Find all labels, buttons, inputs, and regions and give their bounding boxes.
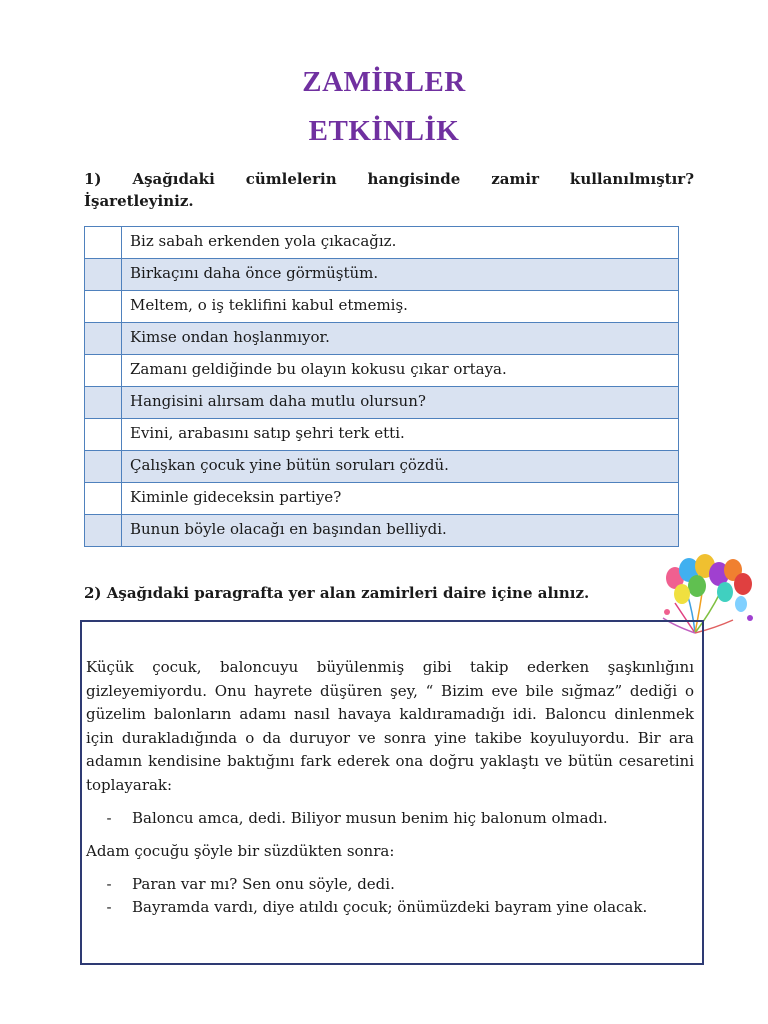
table-row [85, 483, 679, 515]
sentence-cell: Hangisini alırsam daha mutlu olursun? [122, 387, 679, 419]
table-row [85, 291, 679, 323]
sentence-cell: Kimse ondan hoşlanmıyor. [122, 323, 679, 355]
question-1-line-2: İşaretleyiniz. [84, 192, 194, 210]
page-title: ZAMİRLER [302, 66, 466, 98]
dialog-text: Baloncu amca, dedi. Biliyor musun benim hiç balonum olmadı. [132, 809, 608, 827]
table-row [85, 387, 679, 419]
dialog-line-3 [86, 896, 694, 919]
sentence-cell: Biz sabah erkenden yola çıkacağız. [122, 227, 679, 259]
sentence-cell: Zamanı geldiğinde bu olayın kokusu çıkar ortaya. [122, 355, 679, 387]
passage-box [80, 620, 704, 965]
checkbox-cell[interactable] [85, 419, 122, 451]
dialog-text: Paran var mı? Sen onu söyle, dedi. [132, 875, 395, 893]
table-row [85, 515, 679, 547]
passage-paragraph: Küçük çocuk, baloncuyu büyülenmiş gibi takip ederken şaşkınlığını gizleyemiyordu. Onu hayrete düşüren şey, “ Bizim eve bile sığmaz” dediği o güzelim balonların adamı nasıl havaya kaldıramadığı idi. Baloncu dinlenmek için durakladığında o da duruyor ve sonra yine takibe koyuluyordu. Bir ara adamın kendisine baktığını fark ederek ona doğru yaklaştı ve bütün cesaretini toplayarak: [86, 658, 694, 794]
table-row [85, 419, 679, 451]
sentence-cell: Bunun böyle olacağı en başından belliydi. [122, 515, 679, 547]
sentence-table [84, 226, 679, 547]
sentence-cell: Kiminle gideceksin partiye? [122, 483, 679, 515]
checkbox-cell[interactable] [85, 323, 122, 355]
question-1-line-1: 1) Aşağıdaki cümlelerin hangisinde zamir kullanılmıştır? [84, 170, 694, 188]
sentence-cell: Meltem, o iş teklifini kabul etmemiş. [122, 291, 679, 323]
question-2: 2) Aşağıdaki paragrafta yer alan zamirleri daire içine alınız. [84, 584, 590, 602]
sentence-cell: Çalışkan çocuk yine bütün soruları çözdü. [122, 451, 679, 483]
dash-bullet: - [106, 898, 112, 916]
table-row [85, 323, 679, 355]
sentence-cell: Birkaçını daha önce görmüştüm. [122, 259, 679, 291]
dash-bullet: - [106, 809, 112, 827]
checkbox-cell[interactable] [85, 483, 122, 515]
checkbox-cell[interactable] [85, 291, 122, 323]
dialog-text: Bayramda vardı, diye atıldı çocuk; önümüzdeki bayram yine olacak. [132, 898, 648, 916]
checkbox-cell[interactable] [85, 387, 122, 419]
checkbox-cell[interactable] [85, 451, 122, 483]
dash-bullet: - [106, 875, 112, 893]
table-row [85, 451, 679, 483]
dialog-line-1 [86, 807, 694, 830]
table-row [85, 227, 679, 259]
checkbox-cell[interactable] [85, 355, 122, 387]
table-row [85, 259, 679, 291]
checkbox-cell[interactable] [85, 259, 122, 291]
table-row [85, 355, 679, 387]
checkbox-cell[interactable] [85, 227, 122, 259]
dialog-line-2 [86, 873, 694, 896]
narration-line: Adam çocuğu şöyle bir süzdükten sonra: [86, 842, 395, 860]
checkbox-cell[interactable] [85, 515, 122, 547]
question-1 [84, 168, 694, 212]
sentence-cell: Evini, arabasını satıp şehri terk etti. [122, 419, 679, 451]
page-subtitle: ETKİNLİK [308, 115, 460, 147]
